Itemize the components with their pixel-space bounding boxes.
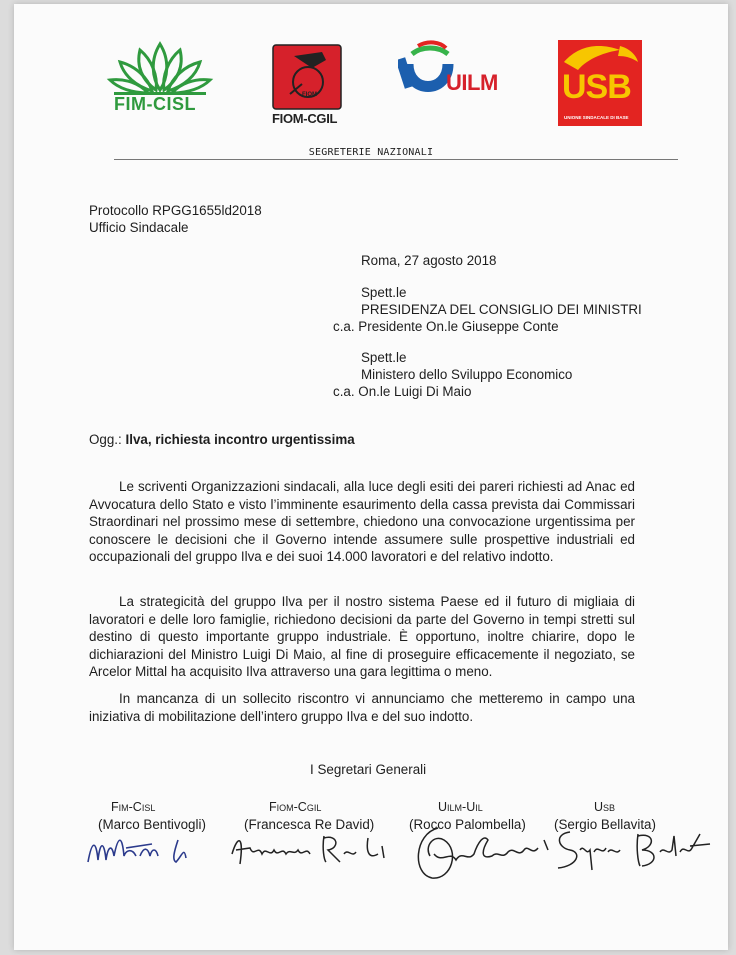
fim-cisl-emblem-icon (100, 38, 220, 96)
signatory-3-name: (Rocco Palombella) (409, 817, 526, 832)
signatory-1-union: Fim-Cisl (111, 800, 156, 814)
body-paragraph-3: In mancanza di un sollecito riscontro vi annunciamo che metteremo in campo una iniziativa di mobilitazione dell’intero gruppo Ilva e del suo indotto. (89, 691, 635, 724)
fiom-cgil-logo (272, 44, 348, 130)
closing-label: I Segretari Generali (310, 762, 427, 777)
signature-bentivogli-icon (82, 826, 212, 876)
uilm-label: UILM (446, 70, 498, 95)
usb-label: USB (562, 68, 631, 106)
usb-logo (558, 40, 642, 128)
letter-date: Roma, 27 agosto 2018 (361, 253, 497, 268)
signatory-2-name: (Francesca Re David) (244, 817, 375, 832)
recipient-1-salutation: Spett.le (361, 285, 407, 300)
recipient-2-salutation: Spett.le (361, 350, 407, 365)
body-paragraph-2: La strategicità del gruppo Ilva per il nostro sistema Paese ed il futuro di migliaia di lavoratori e delle loro famiglie, richiedono decisioni da parte del Governo in tempi stretti sul destino di questo importante gruppo industriale. È opportuno, inoltre chiarire, dopo le dichiarazioni del Ministro Luigi Di Maio, al fine di proseguire efficacemente il negoziato, se Arcelor Mittal ha acquisito Ilva attraverso una gara legittima o meno. (89, 594, 635, 680)
fiom-inner-label: FIOM (302, 92, 317, 98)
letterhead-divider (114, 159, 678, 160)
signature-bellavita-icon (550, 822, 720, 878)
signatory-4-union: Usb (594, 800, 616, 814)
fiom-cgil-label: FIOM-CGIL (272, 111, 338, 126)
body-paragraph-1: Le scriventi Organizzazioni sindacali, alla luce degli esiti dei pareri richiesti ad Anac ed Avvocatura dello Stato e visto l’imminente esaurimento della cassa prevista dai Commissari Straordinari nel prossimo mese di settembre, chiedono una convocazione urgentissima per conoscere le decisioni che il Governo intende assumere sulle prospettive industriali ed occupazionali del gruppo Ilva e dei suoi 14.000 lavoratori e del relativo indotto. (89, 479, 635, 565)
uilm-logo (398, 40, 518, 120)
office-label: Ufficio Sindacale (89, 220, 189, 235)
usb-sub-label: UNIONE SINDACALE DI BASE (564, 115, 629, 120)
signature-re-david-icon (228, 824, 398, 874)
signatory-3-union: Uilm-Uil (438, 800, 483, 814)
letter-page (14, 4, 728, 950)
subject-text: Ilva, richiesta incontro urgentissima (125, 432, 355, 447)
signatory-2-union: Fiom-Cgil (269, 800, 322, 814)
subject-prefix: Ogg.: (89, 432, 122, 447)
protocol-number: Protocollo RPGG1655ld2018 (89, 203, 262, 218)
recipient-2-org: Ministero dello Sviluppo Economico (361, 367, 573, 382)
fiom-cgil-emblem-icon (272, 44, 342, 110)
letterhead-subtitle: SEGRETERIE NAZIONALI (308, 147, 434, 158)
recipient-1-org: PRESIDENZA DEL CONSIGLIO DEI MINISTRI (361, 302, 642, 317)
recipient-2-attn: c.a. On.le Luigi Di Maio (333, 384, 472, 399)
recipient-1-attn: c.a. Presidente On.le Giuseppe Conte (333, 319, 559, 334)
fim-cisl-label: FIM-CISL (114, 94, 196, 114)
signature-palombella-icon (408, 820, 558, 884)
fim-cisl-logo (100, 38, 220, 118)
signatory-4-name: (Sergio Bellavita) (554, 817, 656, 832)
subject-line (89, 431, 355, 449)
signatory-1-name: (Marco Bentivogli) (98, 817, 206, 832)
